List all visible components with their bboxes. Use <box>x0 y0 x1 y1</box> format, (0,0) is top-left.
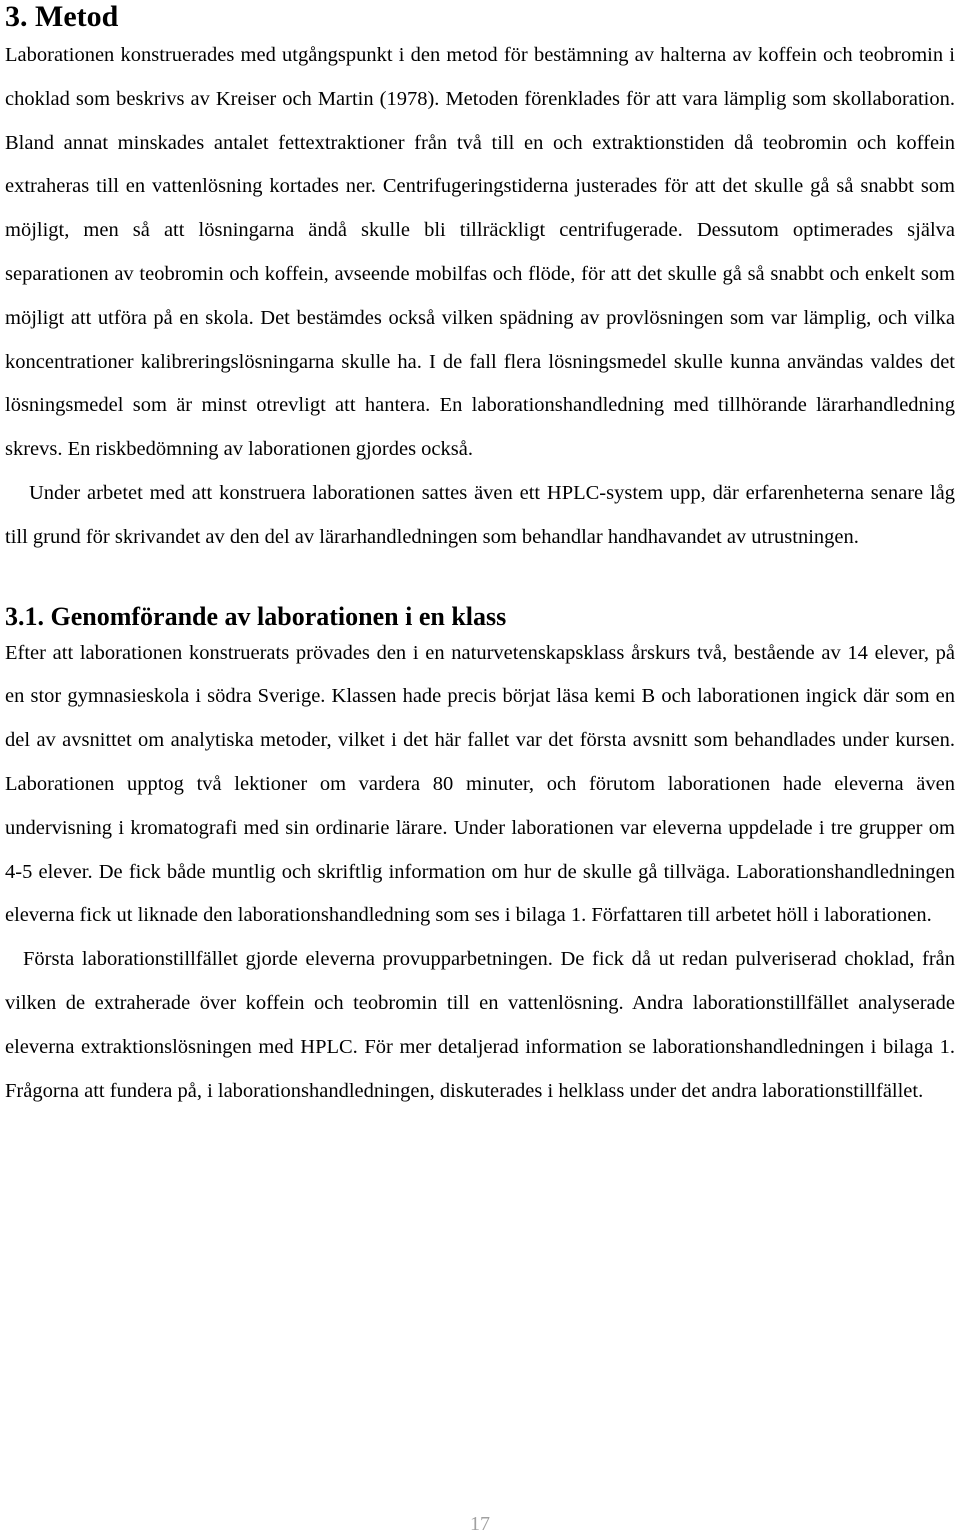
section-spacer <box>5 560 955 602</box>
page-number: 17 <box>470 1513 490 1535</box>
sessions-paragraph: Första laborationstillfället gjorde eleverna provupparbetningen. De fick då ut redan pulveriserad choklad, från vilken de extraherade över koffein och teobromin till en vattenlösning. Andra laborationstillfället analyserade eleverna extraktionslösningen med HPLC. För mer detaljerad information se laborationshandledningen i bilaga 1. Frågorna att fundera på, i laborationshandledningen, diskuterades i helklass under det andra laborationstillfället. <box>5 948 955 1102</box>
page-content <box>5 0 955 1113</box>
method-paragraph: Laborationen konstruerades med utgångspunkt i den metod för bestämning av halterna av koffein och teobromin i choklad som beskrivs av Kreiser och Martin (1978). Metoden förenklades för att vara lämplig som skollaboration. Bland annat minskades antalet fettextraktioner från två till en och extraktionstiden då teobromin och koffein extraheras till en vattenlösning kortades ner. Centrifugeringstiderna justerades för att det skulle gå så snabbt som möjligt, men så att lösningarna ändå skulle bli tillräckligt centrifugerade. Dessutom optimerades själva separationen av teobromin och koffein, avseende mobilfas och flöde, för att det skulle gå så snabbt och enkelt som möjligt att utföra på en skola. Det bestämdes också vilken spädning av provlösningen som var lämplig, och vilka koncentrationer kalibreringslösningarna skulle ha. I de fall flera lösningsmedel skulle kunna användas valdes det lösningsmedel som är minst otrevligt att hantera. En laborationshandledning med tillhörande lärarhandledning skrevs. En riskbedömning av laborationen gjordes också. <box>5 44 955 461</box>
implementation-paragraph: Efter att laborationen konstruerats prövades den i en naturvetenskapsklass årskurs två, bestående av 14 elever, på en stor gymnasieskola i södra Sverige. Klassen hade precis börjat läsa kemi B och laborationen ingick där som en del av avsnittet om analytiska metoder, vilket i det här fallet var det första avsnitt som behandlades under kursen. Laborationen upptog två lektioner om vardera 80 minuter, och förutom laborationen hade eleverna även undervisning i kromatografi med sin ordinarie lärare. Under laborationen var eleverna uppdelade i tre grupper om 4-5 elever. De fick både muntlig och skriftlig information om hur de skulle gå tillväga. Laborationshandledningen eleverna fick ut liknade den laborationshandledning som ses i bilaga 1. Författaren till arbetet höll i laborationen. <box>5 641 955 927</box>
section-heading: 3. Metod <box>5 0 119 33</box>
subsection-heading: 3.1. Genomförande av laborationen i en klass <box>5 601 507 631</box>
hplc-paragraph: Under arbetet med att konstruera laborationen sattes även ett HPLC-system upp, där erfarenheterna senare låg till grund för skrivandet av den del av lärarhandledningen som behandlar handhavandet av utrustningen. <box>5 481 955 548</box>
